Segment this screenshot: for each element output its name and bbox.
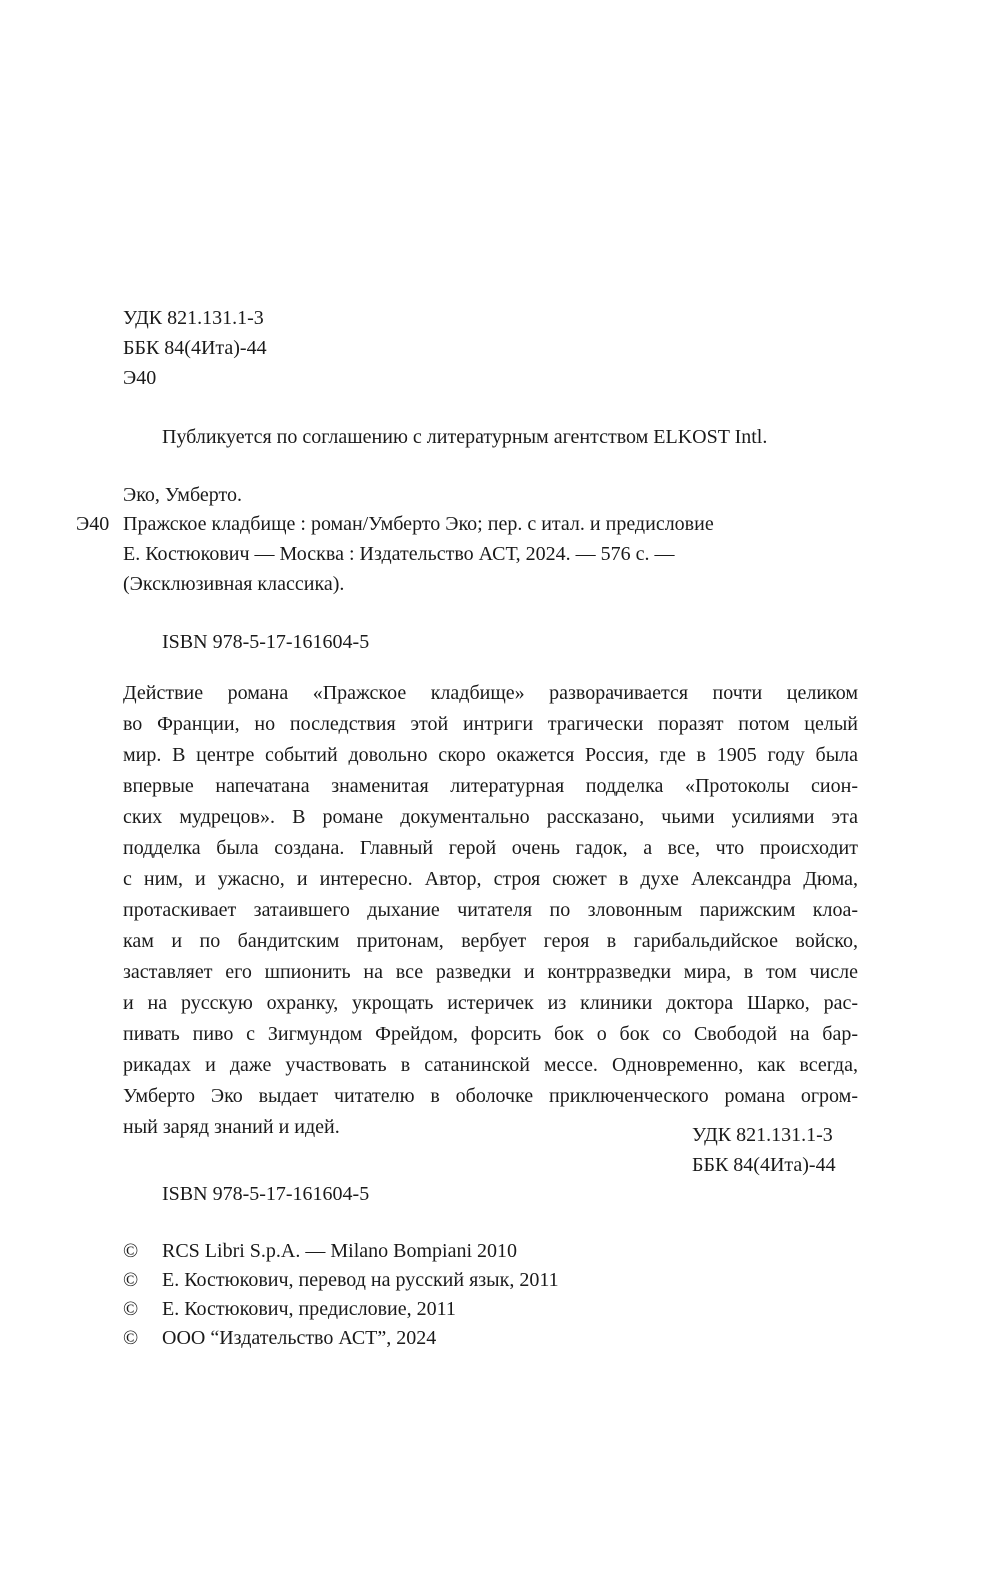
isbn: ISBN 978-5-17-161604-5 xyxy=(162,631,370,653)
annotation-line: подделка была создана. Главный герой очень гадок, а все, что происходит xyxy=(123,837,858,859)
author-mark: Э40 xyxy=(123,367,157,389)
annotation-line: и на русскую охранку, укрощать истеричек из клиники доктора Шарко, рас- xyxy=(123,992,858,1014)
udk-code: УДК 821.131.1-3 xyxy=(123,307,264,329)
annotation xyxy=(123,678,858,1143)
copyright-text: RCS Libri S.p.A. — Milano Bompiani 2010 xyxy=(162,1240,518,1262)
bib-line: (Эксклюзивная классика). xyxy=(123,573,345,595)
bib-line: Е. Костюкович — Москва : Издательство АСТ, 2024. — 576 с. — xyxy=(123,543,675,565)
bbk-code-right: ББК 84(4Ита)-44 xyxy=(692,1154,836,1176)
copyright-item xyxy=(123,1295,456,1324)
copyright-text: Е. Костюкович, предисловие, 2011 xyxy=(162,1298,456,1320)
annotation-line: ный заряд знаний и идей. xyxy=(123,1116,340,1138)
bib-author: Эко, Умберто. xyxy=(123,484,242,506)
copyright-text: ООО “Издательство АСТ”, 2024 xyxy=(162,1327,437,1349)
publication-notice: Публикуется по соглашению с литературным агентством ELKOST Intl. xyxy=(162,426,768,448)
annotation-line: во Франции, но последствия этой интриги трагически поразят потом целый xyxy=(123,713,858,735)
bib-margin-code: Э40 xyxy=(76,513,110,535)
copyright-item xyxy=(123,1324,436,1353)
annotation-line: мир. В центре событий довольно скоро окажется Россия, где в 1905 году была xyxy=(123,744,858,766)
annotation-line: Умберто Эко выдает читателю в оболочке приключенческого романа огром- xyxy=(123,1085,858,1107)
bbk-code: ББК 84(4Ита)-44 xyxy=(123,337,267,359)
udk-code-right: УДК 821.131.1-3 xyxy=(692,1124,833,1146)
copyright-item xyxy=(123,1266,559,1295)
copyright-symbol: © xyxy=(123,1327,139,1349)
annotation-line: впервые напечатана знаменитая литературная подделка «Протоколы сион- xyxy=(123,775,858,797)
annotation-line: пивать пиво с Зигмундом Фрейдом, форсить бок о бок со Свободой на бар- xyxy=(123,1023,858,1045)
copyright-symbol: © xyxy=(123,1240,139,1262)
annotation-line: Действие романа «Пражское кладбище» разворачивается почти целиком xyxy=(123,682,858,704)
annotation-line: кам и по бандитским притонам, вербует героя в гарибальдийское войско, xyxy=(123,930,858,952)
bib-line: Пражское кладбище : роман/Умберто Эко; пер. с итал. и предисловие xyxy=(123,513,714,535)
copyright-symbol: © xyxy=(123,1269,139,1291)
isbn-repeat: ISBN 978-5-17-161604-5 xyxy=(162,1183,370,1205)
copyright-symbol: © xyxy=(123,1298,139,1320)
annotation-line: рикадах и даже участвовать в сатанинской мессе. Одновременно, как всегда, xyxy=(123,1054,858,1076)
annotation-line: заставляет его шпионить на все разведки и контрразведки мира, в том числе xyxy=(123,961,858,983)
annotation-line: ских мудрецов». В романе документально рассказано, чьими усилиями эта xyxy=(123,806,858,828)
copyright-text: Е. Костюкович, перевод на русский язык, 2011 xyxy=(162,1269,559,1291)
annotation-line: протаскивает затаившего дыхание читателя по зловонным парижским клоа- xyxy=(123,899,858,921)
annotation-line: с ним, и ужасно, и интересно. Автор, строя сюжет в духе Александра Дюма, xyxy=(123,868,858,890)
copyright-item xyxy=(123,1237,517,1266)
